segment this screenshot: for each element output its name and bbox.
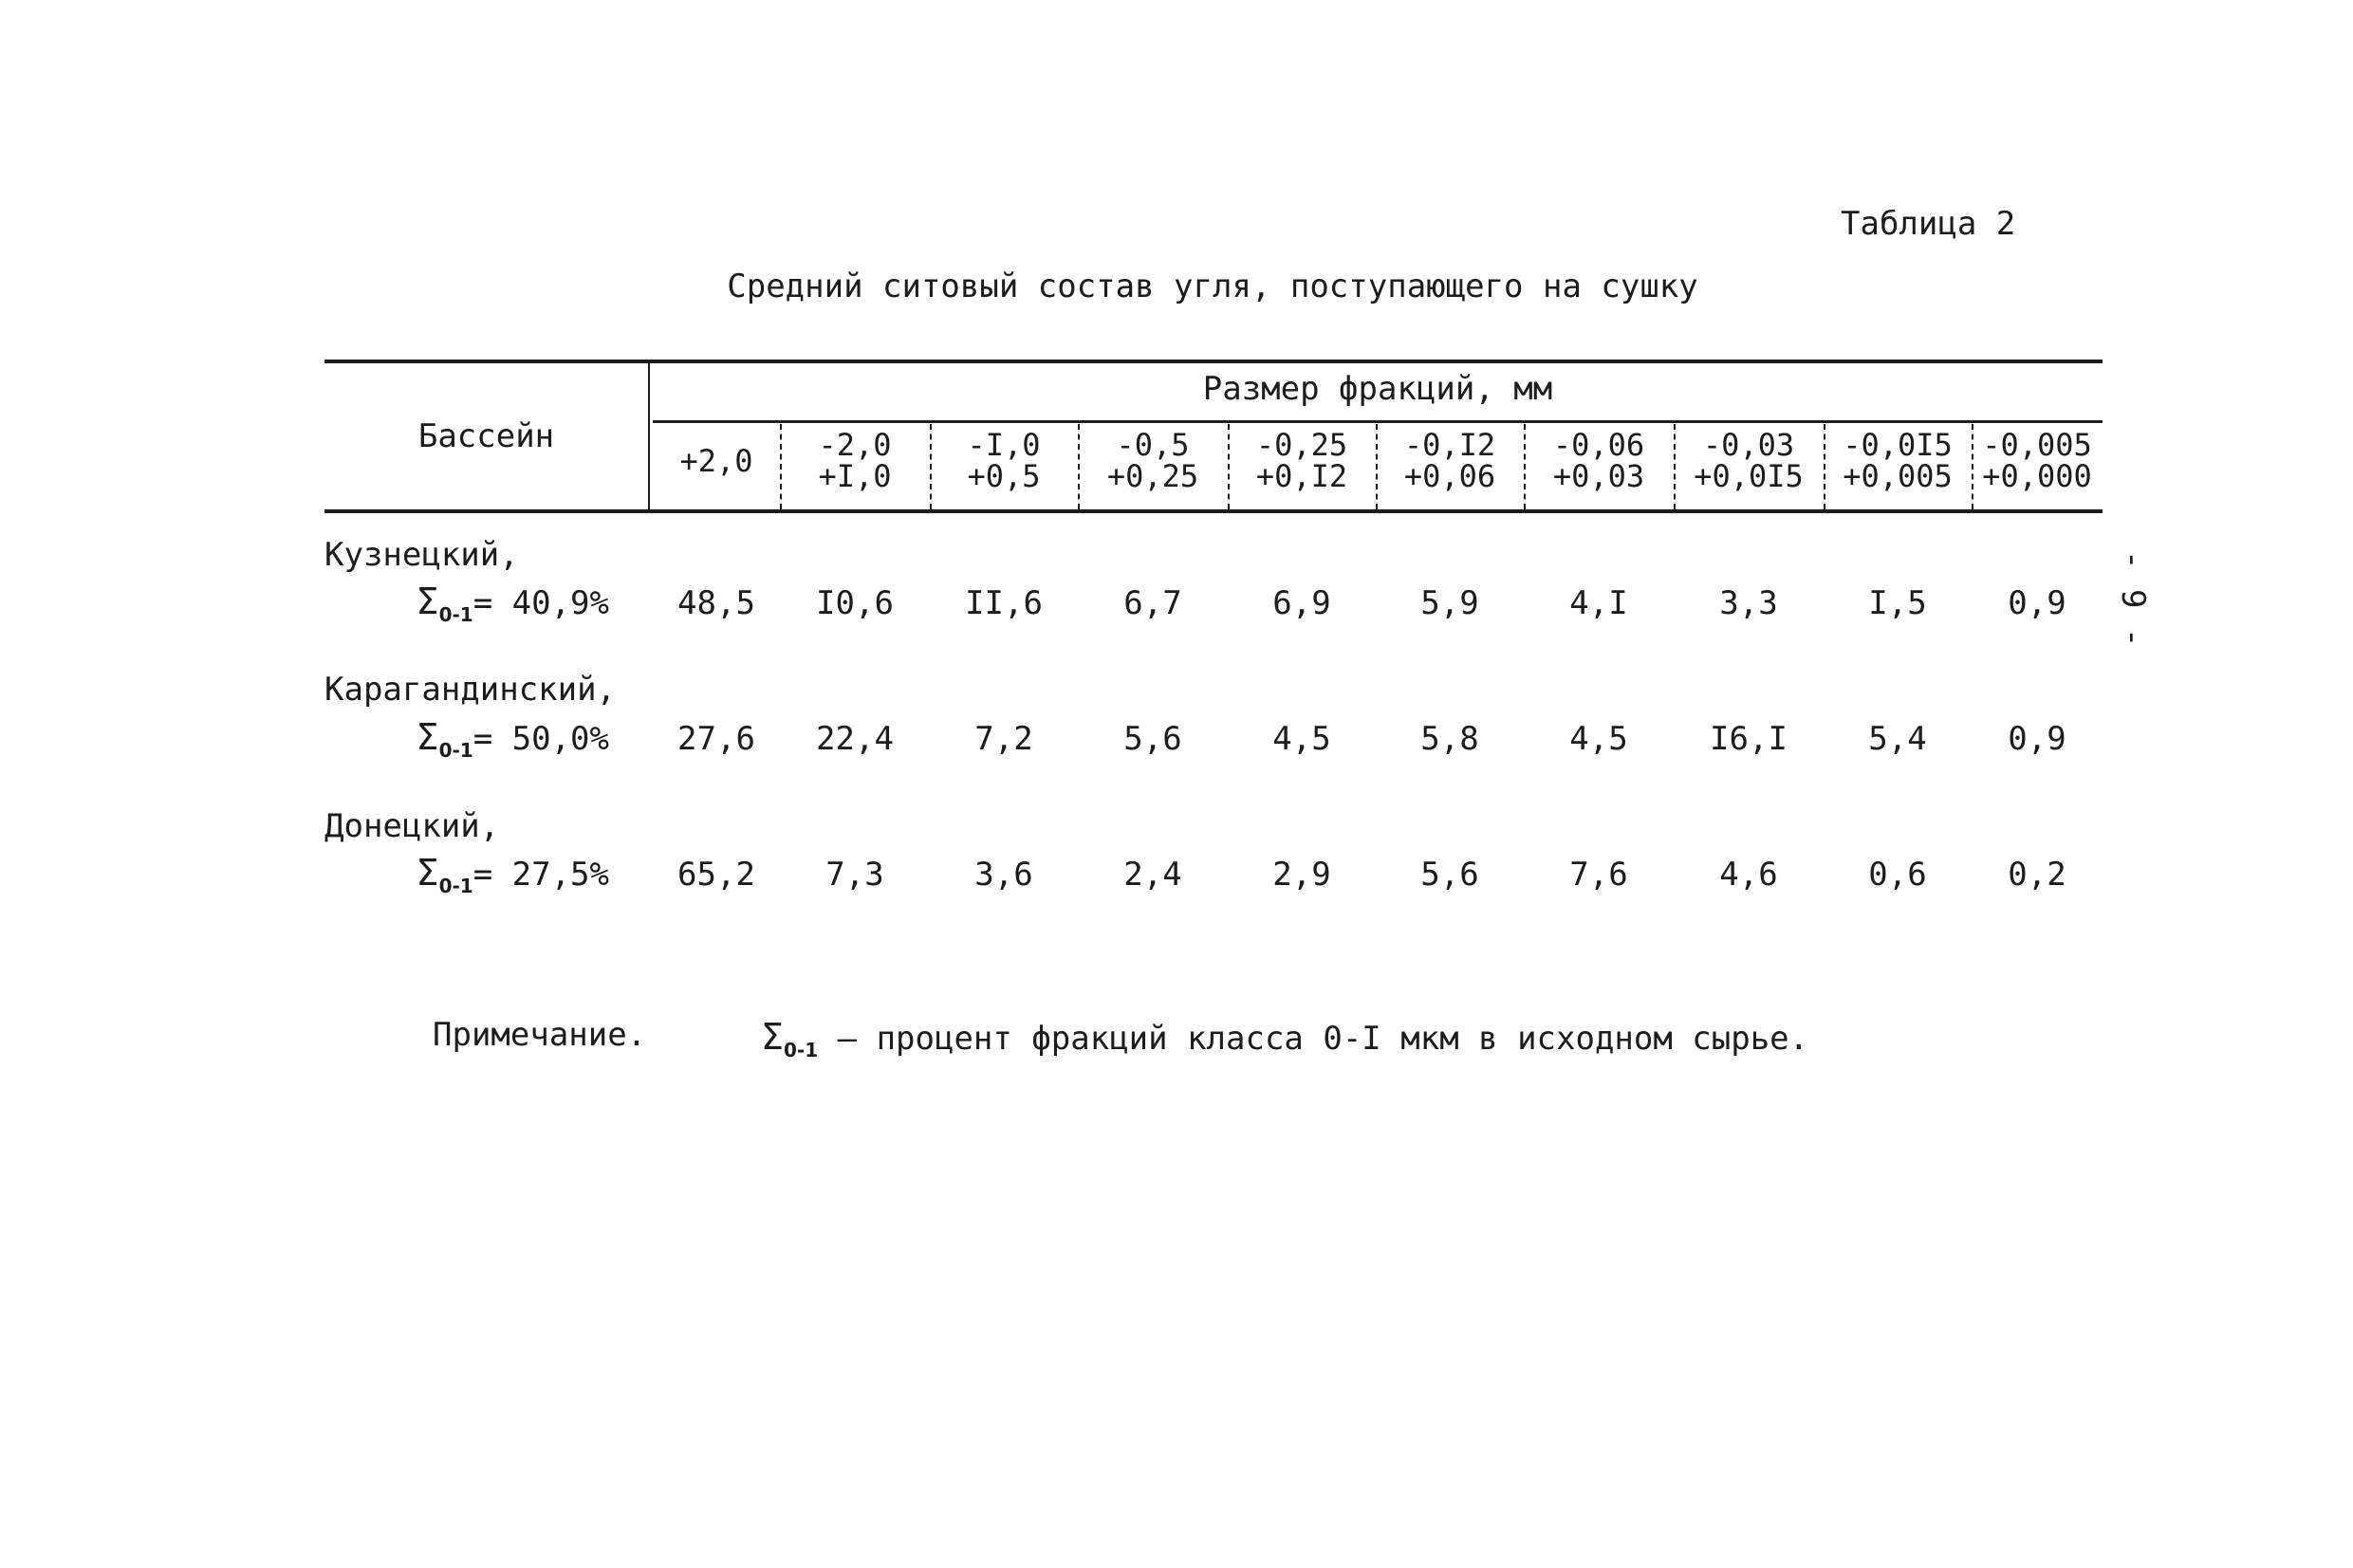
fraction-header xyxy=(1078,427,1228,494)
sigma-subscript: 0-1 xyxy=(784,1039,819,1061)
table-cell: 2,9 xyxy=(1272,856,1331,894)
table-cell: II,6 xyxy=(965,584,1043,622)
fraction-header xyxy=(780,427,930,494)
sigma-symbol: Σ xyxy=(416,581,439,622)
fraction-lower-bound: +0,000 xyxy=(1982,458,2092,494)
header-bottom-rule xyxy=(324,509,2103,513)
sigma-symbol: Σ xyxy=(761,1016,785,1058)
fraction-header xyxy=(930,427,1078,494)
table-cell: 27,6 xyxy=(677,720,755,758)
table-cell: 3,6 xyxy=(974,856,1033,894)
sigma-subscript: 0-1 xyxy=(438,739,473,762)
table-cell: 2,4 xyxy=(1123,856,1182,894)
note-body: – процент фракций класса 0-I мкм в исходном сырье. xyxy=(818,1020,1809,1058)
sigma-symbol: Σ xyxy=(416,852,439,894)
fraction-lower-bound: +0,25 xyxy=(1106,458,1199,494)
sum-value: = 50,0% xyxy=(472,720,609,758)
table-cell: 7,6 xyxy=(1569,856,1628,894)
fraction-lower-bound: +0,5 xyxy=(967,458,1041,494)
table-cell: 0,6 xyxy=(1868,856,1927,894)
table-cell: 7,2 xyxy=(974,720,1033,758)
basin-column-divider xyxy=(648,361,650,510)
fraction-upper-bound: -0,5 xyxy=(1116,427,1190,463)
table-cell: I0,6 xyxy=(816,584,894,622)
fraction-lower-bound: +0,03 xyxy=(1552,458,1645,494)
table-cell: I,5 xyxy=(1868,584,1927,622)
table-top-rule xyxy=(324,360,2103,363)
fraction-upper-bound: -0,25 xyxy=(1255,427,1348,463)
note-label: Примечание. xyxy=(433,1016,647,1054)
table-cell: 4,5 xyxy=(1272,720,1331,758)
table-label: Таблица 2 xyxy=(1841,205,2016,243)
table-cell: 5,6 xyxy=(1420,856,1479,894)
table-cell: 4,I xyxy=(1569,584,1628,622)
table-cell: 4,6 xyxy=(1719,856,1778,894)
table-cell: 5,9 xyxy=(1420,584,1479,622)
fraction-upper-bound: -I,0 xyxy=(967,427,1041,463)
fraction-upper-bound: +2,0 xyxy=(679,443,753,479)
table-title: Средний ситовый состав угля, поступающего на сушку xyxy=(727,267,1698,305)
table-cell: 6,9 xyxy=(1272,584,1331,622)
sigma-subscript: 0-1 xyxy=(438,875,473,897)
table-cell: 0,9 xyxy=(2008,720,2066,758)
fraction-upper-bound: -0,06 xyxy=(1552,427,1645,463)
table-cell: 5,4 xyxy=(1868,720,1927,758)
fraction-lower-bound: +0,I2 xyxy=(1255,458,1348,494)
table-cell: 5,6 xyxy=(1123,720,1182,758)
fraction-upper-bound: -2,0 xyxy=(818,427,892,463)
fraction-header xyxy=(1674,427,1824,494)
table-cell: 65,2 xyxy=(677,856,755,894)
table-cell: 6,7 xyxy=(1123,584,1182,622)
fine-fraction-sum xyxy=(400,716,609,762)
fine-fraction-sum xyxy=(400,581,609,626)
sigma-symbol: Σ xyxy=(416,716,439,758)
table-cell: 3,3 xyxy=(1719,584,1778,622)
basin-name: Карагандинский, xyxy=(324,671,617,709)
sigma-subscript: 0-1 xyxy=(438,603,473,626)
note-text xyxy=(761,1016,1809,1061)
basin-name: Кузнецкий, xyxy=(324,536,519,574)
fraction-lower-bound: +0,06 xyxy=(1403,458,1496,494)
sum-value: = 40,9% xyxy=(472,584,609,622)
fraction-upper-bound: -0,0I5 xyxy=(1843,427,1953,463)
sum-value: = 27,5% xyxy=(472,856,609,894)
fraction-header xyxy=(1524,427,1674,494)
table-cell: 4,5 xyxy=(1569,720,1628,758)
fraction-header-rule xyxy=(653,420,2103,423)
fraction-upper-bound: -0,I2 xyxy=(1403,427,1496,463)
fraction-header xyxy=(1972,427,2103,494)
table-cell: I6,I xyxy=(1710,720,1788,758)
table-cell: 22,4 xyxy=(816,720,894,758)
fraction-header xyxy=(653,443,780,479)
table-cell: 0,2 xyxy=(2008,856,2066,894)
fraction-header xyxy=(1228,427,1376,494)
table-cell: 0,9 xyxy=(2008,584,2066,622)
fine-fraction-sum xyxy=(400,852,609,897)
fraction-upper-bound: -0,005 xyxy=(1982,427,2092,463)
table-cell: 48,5 xyxy=(677,584,755,622)
fraction-lower-bound: +0,0I5 xyxy=(1694,458,1804,494)
page-number: - 9 - xyxy=(2114,550,2152,648)
fraction-lower-bound: +0,005 xyxy=(1843,458,1953,494)
fraction-upper-bound: -0,03 xyxy=(1702,427,1795,463)
fraction-header xyxy=(1376,427,1524,494)
basin-column-header: Бассейн xyxy=(417,417,555,455)
fraction-header xyxy=(1824,427,1972,494)
table-cell: 5,8 xyxy=(1420,720,1479,758)
fraction-lower-bound: +I,0 xyxy=(818,458,892,494)
table-cell: 7,3 xyxy=(825,856,884,894)
basin-name: Донецкий, xyxy=(324,807,500,845)
fraction-size-header: Размер фракций, мм xyxy=(1202,370,1553,408)
